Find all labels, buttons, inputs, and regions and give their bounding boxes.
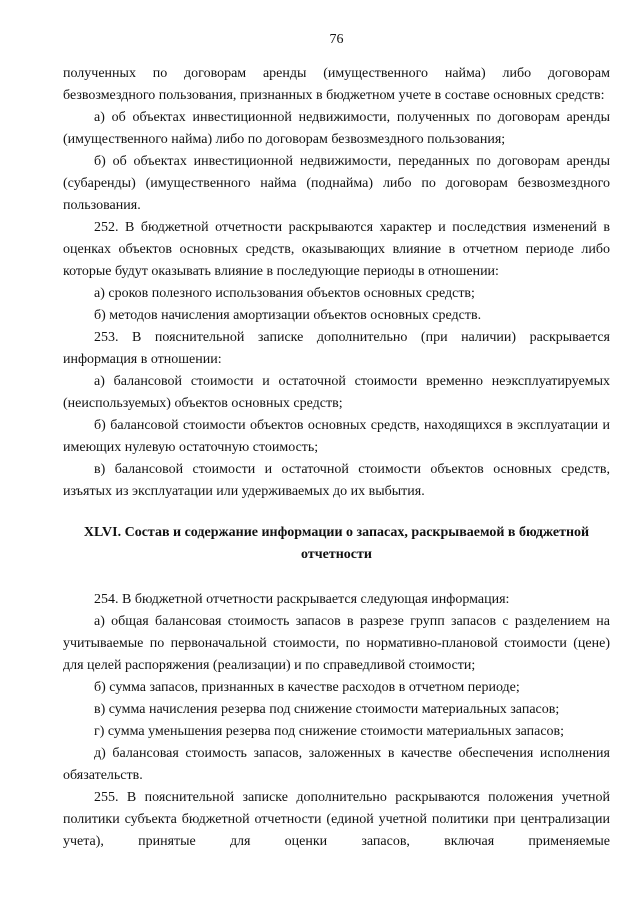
paragraph: 252. В бюджетной отчетности раскрываются характер и последствия изменений в оценках объектов основных средств, оказывающих влияние в отчетном периоде либо которые будут оказывать влияние в последующие периоды в отношении: [63, 220, 610, 279]
paragraph: б) об объектах инвестиционной недвижимости, переданных по договорам аренды (субаренды) (имущественного найма (поднайма) либо по договорам безвозмездного пользования. [63, 154, 610, 213]
paragraph: а) балансовой стоимости и остаточной стоимости временно неэксплуатируемых (неиспользуемых) объектов основных средств; [63, 374, 610, 411]
paragraph: а) об объектах инвестиционной недвижимости, полученных по договорам аренды (имущественного найма) либо по договорам безвозмездного пользования; [63, 110, 610, 147]
paragraph: б) методов начисления амортизации объектов основных средств. [94, 308, 482, 323]
paragraph: полученных по договорам аренды (имущественного найма) либо договорам безвозмездного пользования, признанных в бюджетном учете в составе основных средств: [63, 66, 610, 103]
paragraph: 254. В бюджетной отчетности раскрывается следующая информация: [94, 592, 510, 607]
top-text-block [63, 63, 610, 503]
paragraph: б) сумма запасов, признанных в качестве расходов в отчетном периоде; [94, 680, 520, 695]
paragraph: а) сроков полезного использования объектов основных средств; [94, 286, 475, 301]
page-number: 76 [329, 32, 344, 47]
paragraph: а) общая балансовая стоимость запасов в разрезе групп запасов с разделением на учитываемые по первоначальной стоимости, по нормативно-плановой стоимости (цене) для целей распоряжения (реализации) и по справедливой стоимости; [63, 614, 610, 673]
section-heading: XLVI. Состав и содержание информации о запасах, раскрываемой в бюджетной отчетности [83, 525, 590, 562]
paragraph: 255. В пояснительной записке дополнительно раскрываются положения учетной политики субъекта бюджетной отчетности (единой учетной политики при централизации учета), принятые для оценки запасов, включая применяемые [63, 790, 610, 849]
paragraph: г) сумма уменьшения резерва под снижение стоимости материальных запасов; [94, 724, 565, 739]
paragraph: д) балансовая стоимость запасов, заложенных в качестве обеспечения исполнения обязательств. [63, 746, 610, 783]
paragraph: в) сумма начисления резерва под снижение стоимости материальных запасов; [94, 702, 560, 717]
paragraph: в) балансовой стоимости и остаточной стоимости объектов основных средств, изъятых из эксплуатации или удерживаемых до их выбытия. [63, 462, 610, 499]
paragraph: б) балансовой стоимости объектов основных средств, находящихся в эксплуатации и имеющих нулевую остаточную стоимость; [63, 418, 610, 455]
paragraph: 253. В пояснительной записке дополнительно (при наличии) раскрывается информация в отношении: [63, 330, 610, 367]
bottom-text-block [63, 589, 610, 853]
